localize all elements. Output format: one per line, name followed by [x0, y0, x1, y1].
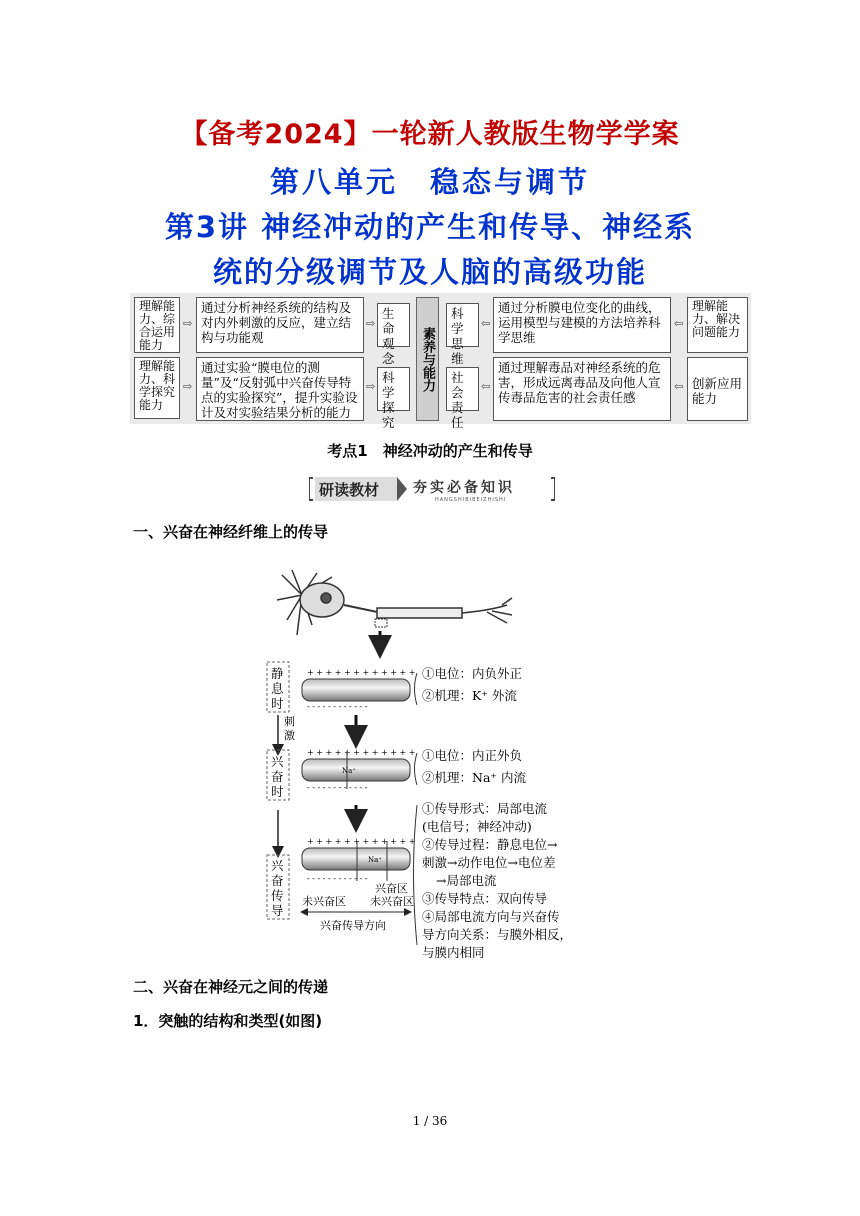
stimulus-label: 刺激 [284, 715, 295, 742]
left-top-tag: 生命观念 [377, 303, 410, 347]
conduct-line: 与膜内相同 [422, 945, 485, 960]
state-conduct: 兴奋传导 [271, 858, 284, 918]
excite-mechanism: ②机理：Na⁺ 内流 [422, 770, 526, 785]
subsection-heading: 1．突触的结构和类型(如图) [133, 1012, 323, 1030]
conduct-line: 导方向关系：与膜外相反， [422, 927, 573, 942]
unexcite-right-label: 未兴奋区 [370, 895, 414, 908]
excite-zone-label: 兴奋区 [375, 882, 408, 895]
plus-row: + + + + + + + + + + + + [307, 837, 416, 846]
right-bottom-ability: 创新应用能力 [687, 357, 748, 421]
rest-potential: ①电位：内负外正 [422, 666, 523, 681]
section-banner [309, 475, 555, 503]
arrow-icon: ⇦ [674, 380, 684, 393]
arrow-icon: ⇨ [183, 317, 193, 330]
left-top-desc: 通过分析神经系统的结构及对内外刺激的反应，建立结构与功能观 [196, 297, 364, 353]
right-top-desc: 通过分析膜电位变化的曲线，运用模型与建模的方法培养科学思维 [493, 297, 671, 353]
plus-row: + + + + + + + + + + + + [307, 668, 416, 677]
page-number: 1 / 36 [412, 1114, 448, 1128]
right-top-tag: 科学思维 [446, 303, 479, 347]
conduct-line: ②传导过程：静息电位→ [422, 837, 558, 852]
right-top-ability: 理解能力、解决问题能力 [687, 297, 748, 353]
rest-mechanism: ②机理：K⁺ 外流 [422, 688, 517, 703]
conduct-line: ③传导特点：双向传导 [422, 891, 548, 906]
left-bottom-desc: 通过实验“膜电位的测量”及“反射弧中兴奋传导特点的实验探究”，提升实验设计及对实验结果分析的能力 [196, 357, 364, 421]
conduct-line: ①传导形式：局部电流 [422, 801, 548, 816]
nerve-conduction-figure [262, 565, 602, 965]
left-bottom-tag: 科学探究 [377, 367, 410, 411]
arrow-icon: ⇦ [481, 380, 491, 393]
left-top-ability: 理解能力、综合运用能力 [134, 297, 180, 353]
minus-row: - - - - - - - - - - - - [307, 783, 368, 792]
na-label: Na⁺ [342, 767, 356, 775]
minus-row: - - - - - - - - - - - - [307, 874, 368, 883]
conduct-line: ④局部电流方向与兴奋传 [422, 909, 560, 924]
doc-title-unit: 第八单元 稳态与调节 [269, 165, 590, 199]
right-bottom-desc: 通过理解毒品对神经系统的危害，形成远离毒品及向他人宣传毒品危害的社会责任感 [493, 357, 671, 421]
conduct-line: →局部电流 [436, 873, 497, 888]
minus-row: - - - - - - - - - - - - [307, 702, 368, 711]
neuron-illustration [277, 570, 512, 635]
state-rest: 静息时 [271, 666, 284, 711]
left-bottom-ability: 理解能力、科学探究能力 [134, 357, 180, 419]
excite-potential: ①电位：内正外负 [422, 748, 523, 763]
arrow-icon: ⇨ [366, 317, 376, 330]
doc-title-lecture-2: 统的分级调节及人脑的高级功能 [212, 255, 647, 289]
doc-title-lecture-1: 第3讲 神经冲动的产生和传导、神经系 [164, 210, 696, 244]
unexcite-left-label: 未兴奋区 [302, 895, 346, 908]
competency-center: 素养与能力 [416, 297, 439, 421]
banner-pinyin: HANGSHIBIBEIZHISHI [435, 497, 507, 503]
kaodian-heading: 考点1 神经冲动的产生和传导 [327, 442, 533, 460]
state-excite: 兴奋时 [271, 754, 284, 799]
arrow-icon: ⇦ [481, 317, 491, 330]
doc-title-line1: 【备考2024】一轮新人教版生物学学案 [180, 119, 680, 150]
arrow-icon: ⇦ [674, 317, 684, 330]
na-label: Na⁺ [368, 856, 382, 864]
conduct-line: 刺激→动作电位→电位差 [422, 855, 556, 870]
conduct-line: (电信号；神经冲动) [422, 819, 532, 834]
section-heading: 二、兴奋在神经元之间的传递 [133, 978, 329, 996]
right-bottom-tag: 社会责任 [446, 367, 479, 411]
section-heading: 一、兴奋在神经纤维上的传导 [133, 523, 329, 541]
arrow-icon: ⇨ [183, 380, 193, 393]
arrow-icon: ⇨ [366, 380, 376, 393]
banner-right: 夯实必备知识 [413, 480, 515, 496]
banner-left: 研读教材 [319, 481, 380, 499]
direction-label: 兴奋传导方向 [320, 919, 386, 932]
plus-row: + + + + + + + + + + + + [307, 748, 416, 757]
